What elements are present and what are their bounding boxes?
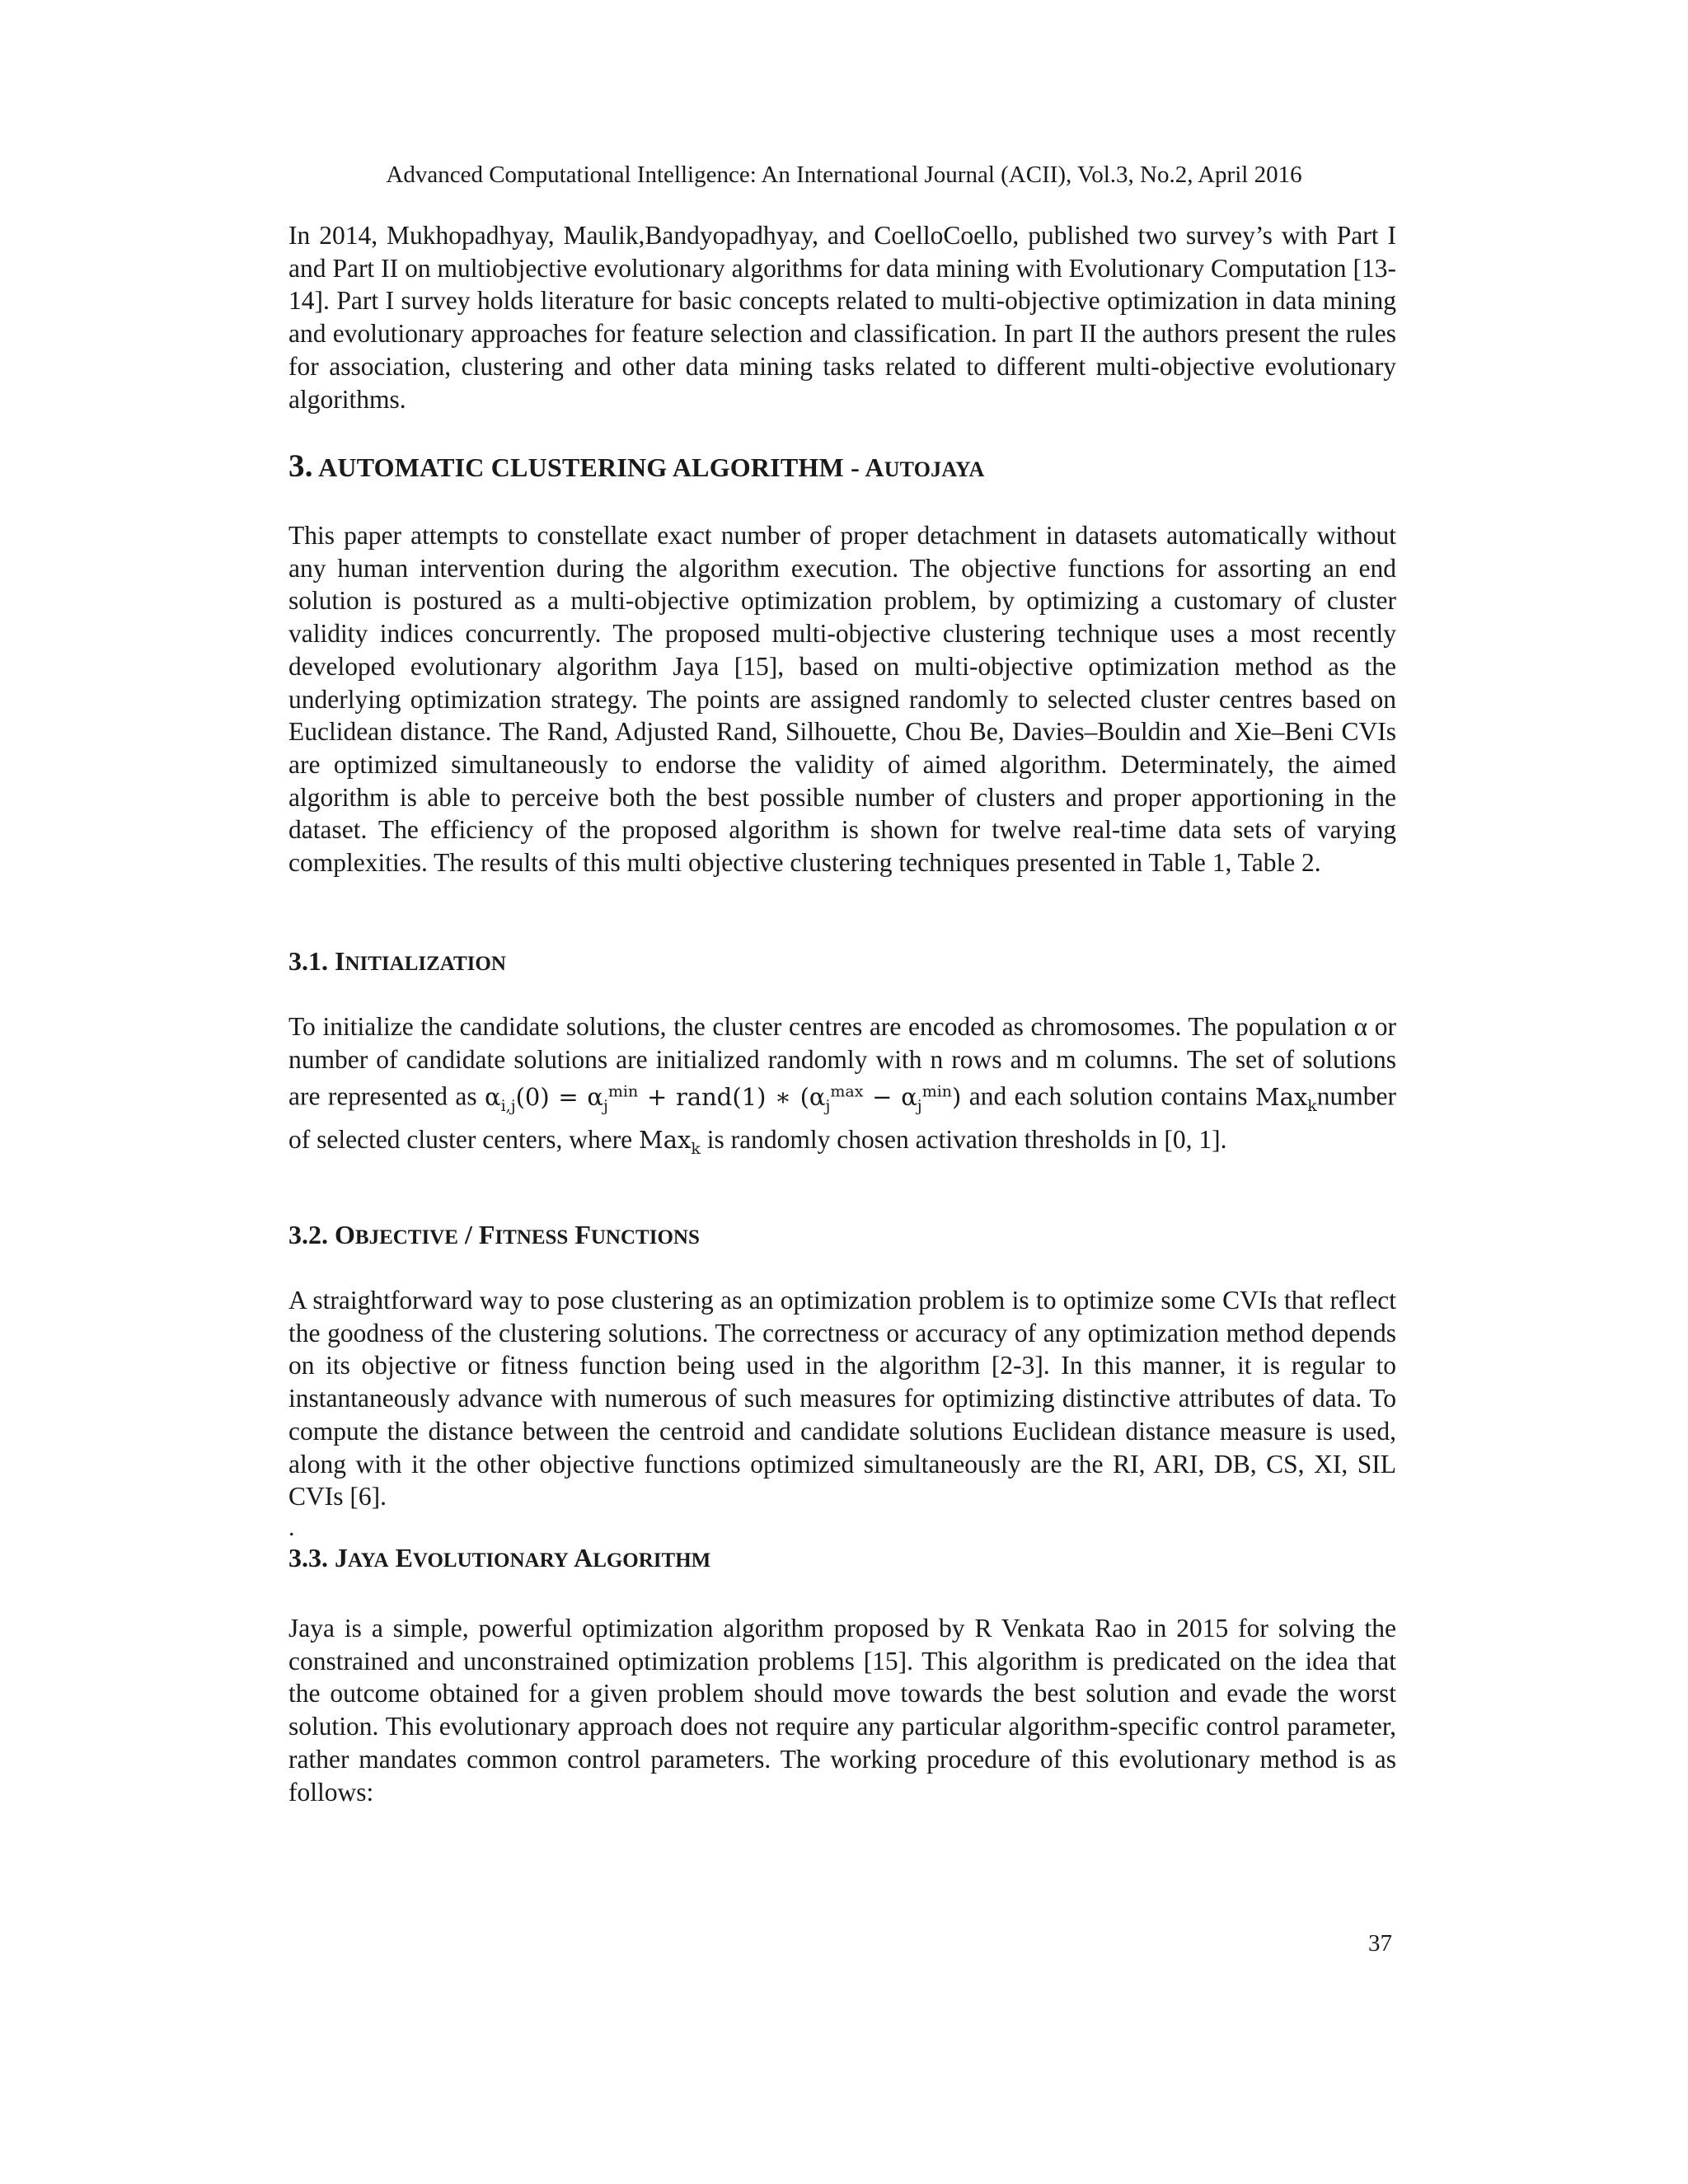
- section-3-1-paragraph-block: [288, 1010, 1396, 1165]
- section-3-3-paragraph-block: [288, 1612, 1396, 1808]
- section-3-1-text-part1: To initialize the candidate solutions, the cluster centres are encoded as chromosomes. The population α or number of candidate solutions are initialized randomly with n rows and m columns. The set of solutions are represented as: [288, 1012, 1396, 1112]
- section-3-paragraph: This paper attempts to constellate exact number of proper detachment in datasets automatically without any human intervention during the algorithm execution. The objective functions for assorting an end solution is postured as a multi-objective optimization problem, by optimizing a customary of cluster validity indices concurrently. The proposed multi-objective clustering technique uses a most recently developed evolutionary algorithm Jaya [15], based on multi-objective optimization method as the underlying optimization strategy. The points are assigned randomly to selected cluster centres based on Euclidean distance. The Rand, Adjusted Rand, Silhouette, Chou Be, Davies–Bouldin and Xie–Beni CVIs are optimized simultaneously to endorse the validity of aimed algorithm. Determinately, the aimed algorithm is able to perceive both the best possible number of clusters and proper apportioning in the dataset. The efficiency of the proposed algorithm is shown for twelve real-time data sets of varying complexities. The results of this multi objective clustering techniques presented in Table 1, Table 2.: [288, 521, 1396, 878]
- section-3-2-heading-block: [288, 1218, 1396, 1254]
- section-3-1-title-first: I: [335, 946, 345, 976]
- section-3-1-number: 3.1.: [288, 946, 335, 976]
- intro-paragraph: In 2014, Mukhopadhyay, Maulik,Bandyopadhyay, and CoelloCoello, published two survey’s with Part I and Part II on multiobjective evolutionary algorithms for data mining with Evolutionary Computation [13-14]. Part I survey holds literature for basic concepts related to multi-objective optimization in data mining and evolutionary approaches for feature selection and classification. In part II the authors present the rules for association, clustering and other data mining tasks related to different multi-objective evolutionary algorithms.: [288, 221, 1396, 414]
- section-3-1-text-part3: number of selected cluster centers, where: [288, 1082, 1396, 1154]
- section-3-title: AUTOMATIC CLUSTERING ALGORITHM -: [318, 452, 865, 482]
- section-3-3-heading-block: [288, 1541, 1396, 1577]
- stray-dot: .: [288, 1514, 295, 1541]
- max-k-symbol-2: Max$_k$: [639, 1125, 701, 1158]
- section-3-heading: [288, 450, 1396, 486]
- intro-paragraph-block: [288, 219, 1396, 415]
- max-k-symbol-1: Max$_k$: [1254, 1083, 1317, 1115]
- section-3-1-text-part2: and each solution contains: [961, 1082, 1255, 1112]
- section-3-3-heading: 3.3. JAYA EVOLUTIONARY ALGORITHM: [288, 1543, 711, 1572]
- section-3-2-heading: 3.2. OBJECTIVE / FITNESS FUNCTIONS: [288, 1220, 700, 1249]
- section-3-heading-block: [288, 450, 1396, 486]
- section-3-1-paragraph: [288, 1010, 1396, 1165]
- section-3-2-paragraph-block: [288, 1284, 1396, 1513]
- page-number: 37: [1368, 1930, 1392, 1957]
- section-3-1-title-rest: NITIALIZATION: [345, 953, 506, 975]
- section-3-1-heading-block: [288, 944, 1396, 981]
- section-3-title-sc-rest: UTOJAYA: [884, 457, 985, 481]
- section-3-1-text-part4: is randomly chosen activation thresholds in [0, 1].: [700, 1124, 1227, 1154]
- section-3-3-paragraph: Jaya is a simple, powerful optimization algorithm proposed by R Venkata Rao in 2015 for solving the constrained and unconstrained optimization problems [15]. This algorithm is predicated on the idea that the outcome obtained for a given problem should move towards the best solution and evade the worst solution. This evolutionary approach does not require any particular algorithm-specific control parameter, rather mandates common control parameters. The working procedure of this evolutionary method is as follows:: [288, 1614, 1396, 1807]
- section-3-number: 3.: [288, 448, 313, 484]
- section-3-title-sc-first: A: [865, 452, 884, 482]
- section-3-1-heading: [288, 944, 1396, 981]
- initialization-formula: $\alpha_{i,j}(0) = \alpha_j^{min}$ + rand(1) ∗ $(\alpha_j^{max} - \alpha_j^{min})$: [484, 1082, 962, 1115]
- running-header: Advanced Computational Intelligence: An International Journal (ACII), Vol.3, No.2, April 2016: [386, 162, 1302, 188]
- section-3-paragraph-block: [288, 519, 1396, 879]
- section-3-2-paragraph: A straightforward way to pose clustering as an optimization problem is to optimize some CVIs that reflect the goodness of the clustering solutions. The correctness or accuracy of any optimization method depends on its objective or fitness function being used in the algorithm [2-3]. In this manner, it is regular to instantaneously advance with numerous of such measures for optimizing distinctive attributes of data. To compute the distance between the centroid and candidate solutions Euclidean distance measure is used, along with it the other objective functions optimized simultaneously are the RI, ARI, DB, CS, XI, SIL CVIs [6].: [288, 1286, 1396, 1511]
